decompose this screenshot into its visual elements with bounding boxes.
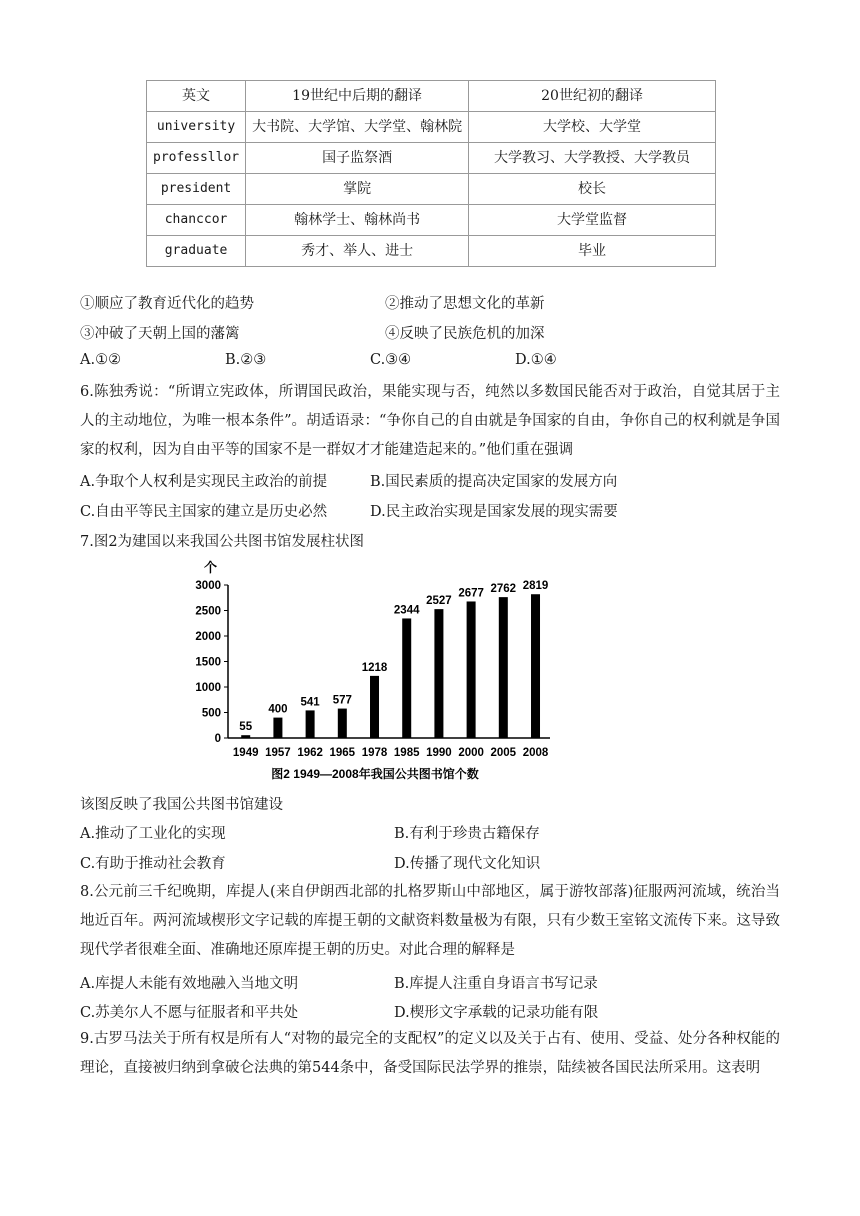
table-row [147,174,716,205]
bar [467,601,476,738]
bar-value-label: 1218 [361,661,388,674]
y-axis-ticks [195,580,228,745]
bar [273,718,282,738]
table-row [147,143,716,174]
bar [370,676,379,738]
table-cell: 大学校、大学堂 [469,112,716,143]
bar-value-label: 577 [332,694,352,707]
x-tick-label: 2005 [490,747,517,759]
table-header-row [147,81,716,112]
table-cell: 大学堂监督 [469,205,716,236]
bar-value-label: 541 [300,696,320,709]
y-tick-label: 1000 [195,682,221,694]
q9-stem: 9.古罗马法关于所有权是所有人“对物的最完全的支配权”的定义以及关于占有、使用、受益、处分各种权能的理论，直接被归纳到拿破仑法典的第544条中，备受国际民法学界的推崇，陆续被各国民法所采用。这表明 [80,1031,780,1076]
q5-statement-4: ④反映了民族危机的加深 [385,326,545,342]
translation-table [146,80,716,267]
y-tick-label: 500 [201,707,221,720]
table-cell: 秀才、举人、进士 [246,236,469,267]
table-cell: 国子监祭酒 [246,143,469,174]
table-header-cell: 20世纪初的翻译 [469,81,716,112]
x-tick-label: 2000 [458,747,484,759]
bar-value-label: 2819 [522,580,549,593]
table-cell: 毕业 [469,236,716,267]
q8-option-a: A.库提人未能有效地融入当地文明 [80,976,299,992]
q5-option-c: C.③④ [370,352,412,368]
chart-ylabel: 个 [204,560,218,575]
table-header-cell: 19世纪中后期的翻译 [246,81,469,112]
table-header-cell: 英文 [147,81,246,112]
bar-value-label: 2677 [458,587,484,600]
bar [499,597,508,738]
table-cell: chanccor [147,205,246,236]
q8-option-b: B.库提人注重自身语言书写记录 [394,976,598,992]
chart-bars [239,580,548,738]
q8-option-d: D.楔形文字承载的记录功能有限 [394,1005,599,1021]
q5-statement-3: ③冲破了天朝上国的藩篱 [80,326,240,342]
x-axis-labels [233,747,549,759]
table-cell: 大学教习、大学教授、大学教员 [469,143,716,174]
x-tick-label: 1949 [232,747,259,759]
bar [402,618,411,738]
table-row [147,112,716,143]
x-tick-label: 1978 [361,747,388,759]
q5-option-d: D.①④ [515,352,557,368]
table-cell: 校长 [469,174,716,205]
bar [241,735,250,738]
table-row [147,236,716,267]
q8-option-c: C.苏美尔人不愿与征服者和平共处 [80,1005,299,1021]
x-tick-label: 1990 [426,747,452,759]
q6-stem: 6.陈独秀说：“所谓立宪政体，所谓国民政治，果能实现与否，纯然以多数国民能否对于政治，自觉其居于主人的主动地位，为唯一根本条件”。胡适语录：“争你自己的自由就是争国家的自由，争你自己的权利就是争国家的权利，因为自由平等的国家不是一群奴才才能建造起来的。”他们重在强调 [80,384,780,458]
bar [531,594,540,738]
y-tick-label: 2000 [195,631,221,643]
y-tick-label: 2500 [195,605,221,618]
chart-title: 图2 1949—2008年我国公共图书馆个数 [271,767,479,781]
q8-stem: 8.公元前三千纪晚期，库提人(来自伊朗西北部的扎格罗斯山中部地区，属于游牧部落)征服两河流域，统治当地近百年。两河流域楔形文字记载的库提王朝的文献资料数量极为有限，只有少数王室铭文流传下来。这导致现代学者很难全面、准确地还原库提王朝的历史。对此合理的解释是 [80,884,780,958]
table-cell: university [147,112,246,143]
table-cell: professllor [147,143,246,174]
table-row [147,205,716,236]
table-cell: 掌院 [246,174,469,205]
table-cell: president [147,174,246,205]
q6-option-d: D.民主政治实现是国家发展的现实需要 [370,504,618,520]
table-cell: 大书院、大学馆、大学堂、翰林院 [246,112,469,143]
library-count-bar-chart [190,558,560,790]
bar [338,709,347,738]
x-tick-label: 2008 [522,747,549,759]
bar-value-label: 400 [268,703,288,716]
x-tick-label: 1957 [265,747,291,759]
y-tick-label: 1500 [195,656,221,669]
q7-stem: 7.图2为建国以来我国公共图书馆发展柱状图 [80,534,365,550]
q6-option-a: A.争取个人权利是实现民主政治的前提 [80,474,328,490]
q7-after-text: 该图反映了我国公共图书馆建设 [80,797,283,813]
table-cell: graduate [147,236,246,267]
q5-statement-1: ①顺应了教育近代化的趋势 [80,296,254,312]
q7-option-a: A.推动了工业化的实现 [80,826,226,842]
q7-option-b: B.有利于珍贵古籍保存 [394,826,540,842]
bar-value-label: 55 [239,721,253,734]
y-tick-label: 0 [214,733,221,745]
q5-option-b: B.②③ [225,352,267,368]
q7-option-c: C.有助于推动社会教育 [80,856,226,872]
bar-value-label: 2762 [490,583,517,596]
bar [306,710,315,738]
bar [434,609,443,738]
y-tick-label: 3000 [195,580,221,592]
bar-value-label: 2344 [393,604,420,617]
q5-option-a: A.①② [80,352,122,368]
q5-statement-2: ②推动了思想文化的革新 [385,296,545,312]
bar-value-label: 2527 [426,595,452,608]
q7-option-d: D.传播了现代文化知识 [394,856,541,872]
q6-option-c: C.自由平等民主国家的建立是历史必然 [80,504,328,520]
x-tick-label: 1985 [393,747,420,759]
x-tick-label: 1965 [329,747,356,759]
q6-option-b: B.国民素质的提高决定国家的发展方向 [370,474,618,490]
table-cell: 翰林学士、翰林尚书 [246,205,469,236]
x-tick-label: 1962 [297,747,323,759]
